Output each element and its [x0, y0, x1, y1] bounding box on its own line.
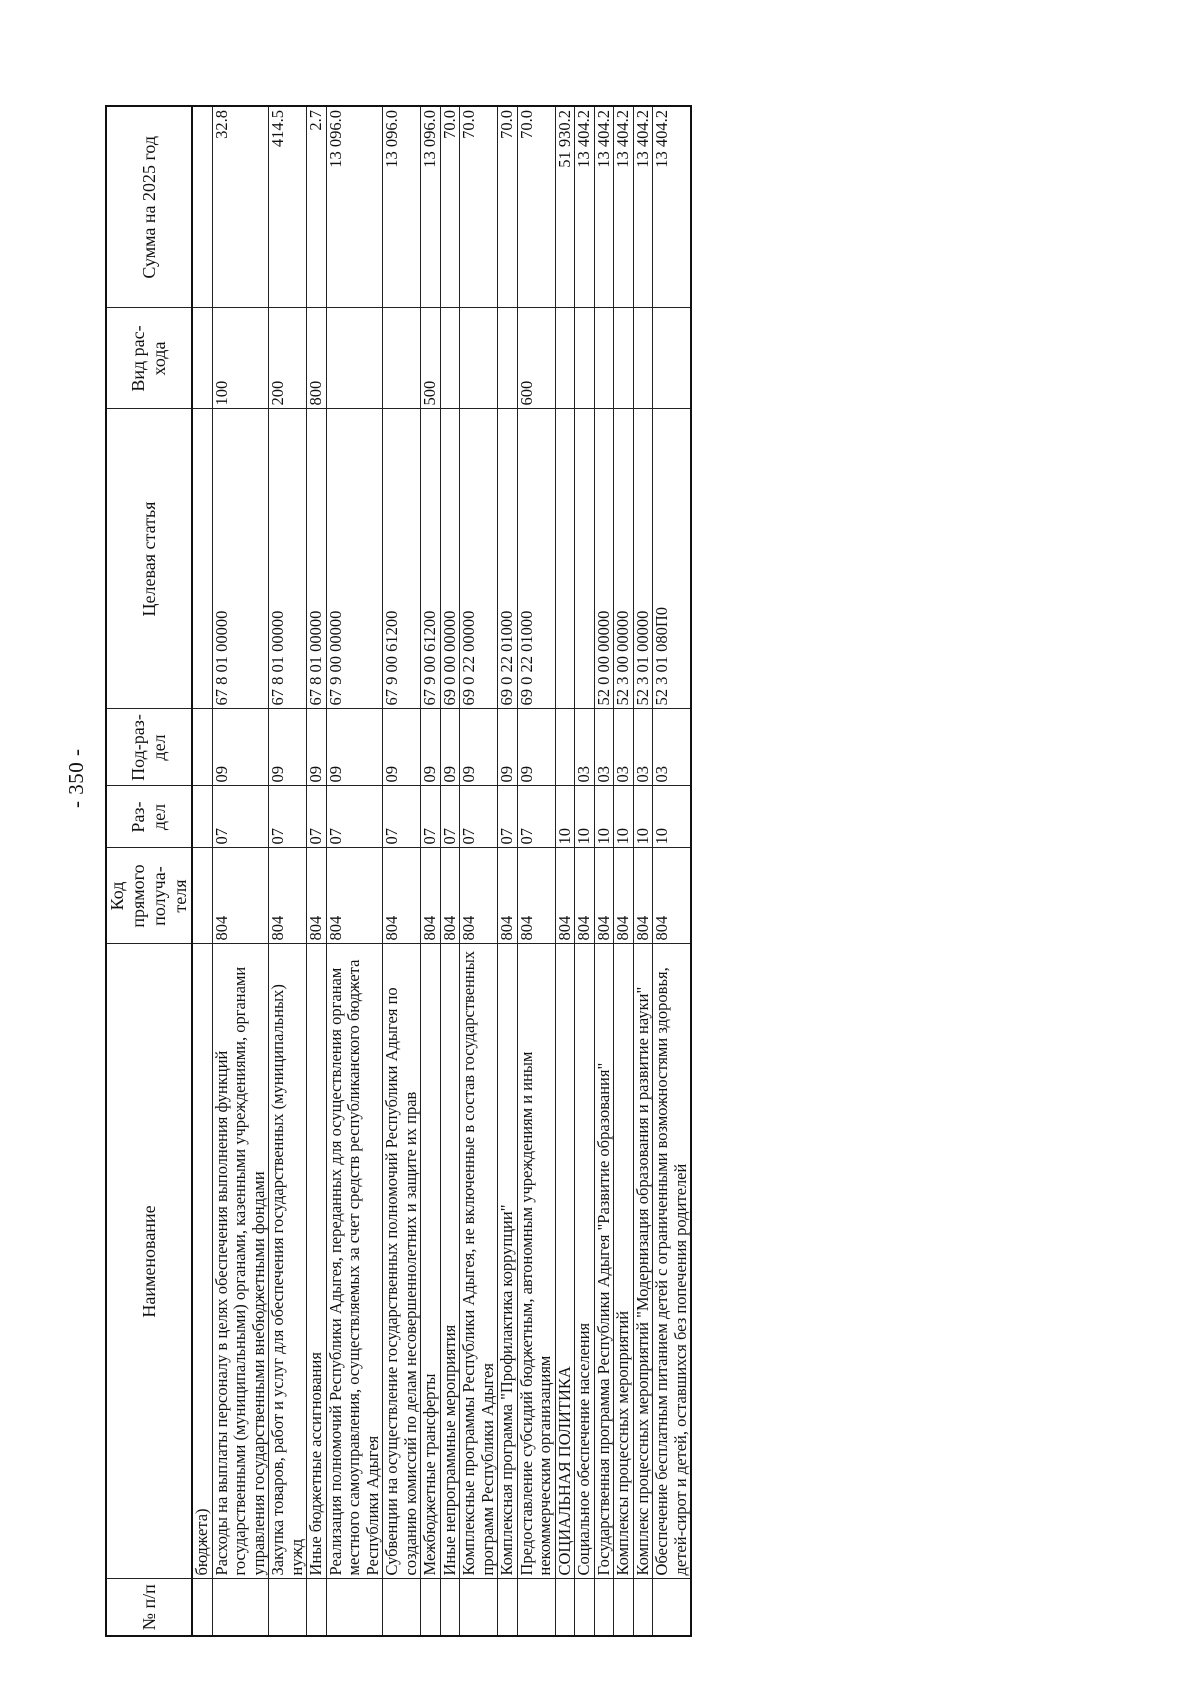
cell-podrazdel: 09	[440, 709, 460, 786]
cell-sum: 13 404.2	[575, 106, 595, 308]
cell-name: Субвенции на осуществление государственных полномочий Республики Адыгея по созданию комиссий по делам несовершеннолетних и защите их прав	[383, 944, 421, 1579]
cell-sum: 414.5	[269, 106, 307, 308]
table-row	[614, 106, 634, 1636]
header-razdel: Раз-дел	[106, 786, 192, 848]
cell-target: 67 8 01 00000	[307, 409, 327, 709]
table-row	[460, 106, 498, 1636]
cell-razdel	[192, 786, 212, 848]
cell-sum: 13 404.2	[633, 106, 653, 308]
cell-num	[192, 1579, 212, 1636]
cell-sum: 32.8	[212, 106, 269, 308]
table-row	[594, 106, 614, 1636]
cell-razdel: 10	[575, 786, 595, 848]
cell-code: 804	[326, 848, 383, 944]
cell-vid	[192, 308, 212, 409]
table-row	[440, 106, 460, 1636]
cell-sum: 70.0	[517, 106, 555, 308]
cell-num	[614, 1579, 634, 1636]
cell-num	[633, 1579, 653, 1636]
cell-code: 804	[440, 848, 460, 944]
cell-name: Межбюджетные трансферты	[421, 944, 441, 1579]
cell-vid	[383, 308, 421, 409]
cell-target: 67 9 00 00000	[326, 409, 383, 709]
cell-name: СОЦИАЛЬНАЯ ПОЛИТИКА	[555, 944, 575, 1579]
cell-vid	[594, 308, 614, 409]
cell-razdel: 07	[460, 786, 498, 848]
table-row	[383, 106, 421, 1636]
cell-target: 52 0 00 00000	[594, 409, 614, 709]
header-num: № п/п	[106, 1579, 192, 1636]
cell-num	[498, 1579, 518, 1636]
cell-code: 804	[212, 848, 269, 944]
cell-podrazdel: 09	[517, 709, 555, 786]
cell-razdel: 07	[269, 786, 307, 848]
cell-num	[269, 1579, 307, 1636]
cell-name: Предоставление субсидий бюджетным, автономным учреждениям и иным некоммерческим организациям	[517, 944, 555, 1579]
table-row	[517, 106, 555, 1636]
cell-num	[517, 1579, 555, 1636]
table-row	[307, 106, 327, 1636]
cell-podrazdel: 03	[594, 709, 614, 786]
table-row	[653, 106, 692, 1636]
cell-vid	[633, 308, 653, 409]
cell-code	[192, 848, 212, 944]
cell-name: Реализация полномочий Республики Адыгея, переданных для осуществления органам местного самоуправления, осуществляемых за счет средств республиканского бюджета Республики Адыгея	[326, 944, 383, 1579]
header-sum: Сумма на 2025 год	[106, 106, 192, 308]
cell-sum: 13 404.2	[614, 106, 634, 308]
cell-razdel: 10	[594, 786, 614, 848]
cell-code: 804	[555, 848, 575, 944]
table-body	[192, 106, 691, 1636]
cell-podrazdel: 03	[614, 709, 634, 786]
cell-razdel: 07	[421, 786, 441, 848]
cell-num	[460, 1579, 498, 1636]
cell-target: 67 9 00 61200	[383, 409, 421, 709]
cell-code: 804	[460, 848, 498, 944]
cell-sum: 2.7	[307, 106, 327, 308]
cell-num	[440, 1579, 460, 1636]
cell-target: 69 0 00 00000	[440, 409, 460, 709]
cell-name: Иные непрограммные мероприятия	[440, 944, 460, 1579]
cell-num	[307, 1579, 327, 1636]
table-row	[192, 106, 212, 1636]
table-row	[633, 106, 653, 1636]
cell-vid	[498, 308, 518, 409]
header-vid: Вид рас-хода	[106, 308, 192, 409]
cell-sum: 13 096.0	[326, 106, 383, 308]
table-row	[326, 106, 383, 1636]
cell-sum: 70.0	[440, 106, 460, 308]
cell-podrazdel: 09	[269, 709, 307, 786]
cell-code: 804	[498, 848, 518, 944]
cell-num	[575, 1579, 595, 1636]
cell-name: Обеспечение бесплатным питанием детей с ограниченными возможностями здоровья, детей-сирот и детей, оставшихся без попечения родителей	[653, 944, 692, 1579]
cell-sum	[192, 106, 212, 308]
cell-target: 52 3 01 00000	[633, 409, 653, 709]
cell-vid	[575, 308, 595, 409]
cell-name: Социальное обеспечение населения	[575, 944, 595, 1579]
table-row	[269, 106, 307, 1636]
cell-code: 804	[575, 848, 595, 944]
cell-num	[326, 1579, 383, 1636]
cell-razdel: 07	[517, 786, 555, 848]
header-name: Наименование	[106, 944, 192, 1579]
cell-num	[421, 1579, 441, 1636]
cell-podrazdel: 09	[212, 709, 269, 786]
table-header-row	[106, 106, 192, 1636]
cell-code: 804	[653, 848, 692, 944]
cell-podrazdel: 03	[575, 709, 595, 786]
cell-target	[192, 409, 212, 709]
cell-code: 804	[633, 848, 653, 944]
cell-target: 52 3 01 080П0	[653, 409, 692, 709]
cell-razdel: 07	[212, 786, 269, 848]
cell-podrazdel: 09	[498, 709, 518, 786]
cell-vid: 600	[517, 308, 555, 409]
table-row	[212, 106, 269, 1636]
cell-podrazdel: 09	[460, 709, 498, 786]
cell-target	[555, 409, 575, 709]
cell-podrazdel: 09	[421, 709, 441, 786]
cell-vid	[653, 308, 692, 409]
cell-razdel: 07	[383, 786, 421, 848]
cell-sum: 70.0	[460, 106, 498, 308]
cell-podrazdel: 03	[633, 709, 653, 786]
cell-num	[383, 1579, 421, 1636]
table-row	[498, 106, 518, 1636]
cell-code: 804	[269, 848, 307, 944]
table-row	[575, 106, 595, 1636]
cell-razdel: 07	[440, 786, 460, 848]
cell-podrazdel: 09	[326, 709, 383, 786]
cell-target: 67 8 01 00000	[212, 409, 269, 709]
cell-name: бюджета)	[192, 944, 212, 1579]
cell-name: Закупка товаров, работ и услуг для обеспечения государственных (муниципальных) нужд	[269, 944, 307, 1579]
cell-vid: 800	[307, 308, 327, 409]
cell-vid: 200	[269, 308, 307, 409]
cell-target	[575, 409, 595, 709]
rotated-table-wrapper	[105, 107, 692, 1637]
table-row	[555, 106, 575, 1636]
cell-sum: 13 096.0	[421, 106, 441, 308]
cell-razdel: 07	[326, 786, 383, 848]
cell-podrazdel: 09	[383, 709, 421, 786]
cell-target: 67 9 00 61200	[421, 409, 441, 709]
cell-vid	[326, 308, 383, 409]
cell-name: Иные бюджетные ассигнования	[307, 944, 327, 1579]
cell-code: 804	[594, 848, 614, 944]
cell-podrazdel: 09	[307, 709, 327, 786]
cell-target: 69 0 22 00000	[460, 409, 498, 709]
cell-code: 804	[307, 848, 327, 944]
cell-name: Комплексные программы Республики Адыгея, не включенные в состав государственных программ Республики Адыгея	[460, 944, 498, 1579]
cell-target: 69 0 22 01000	[517, 409, 555, 709]
cell-num	[594, 1579, 614, 1636]
cell-sum: 51 930.2	[555, 106, 575, 308]
cell-sum: 13 096.0	[383, 106, 421, 308]
cell-sum: 13 404.2	[653, 106, 692, 308]
cell-name: Расходы на выплаты персоналу в целях обеспечения выполнения функций государственными (муниципальными) органами, казенными учреждениями, органами управления государственными внебюджетными фондами	[212, 944, 269, 1579]
cell-code: 804	[614, 848, 634, 944]
cell-vid: 100	[212, 308, 269, 409]
cell-razdel: 10	[555, 786, 575, 848]
cell-sum: 70.0	[498, 106, 518, 308]
cell-razdel: 10	[653, 786, 692, 848]
cell-vid	[555, 308, 575, 409]
cell-razdel: 10	[633, 786, 653, 848]
cell-vid	[614, 308, 634, 409]
table-row	[421, 106, 441, 1636]
cell-razdel: 10	[614, 786, 634, 848]
cell-podrazdel: 03	[653, 709, 692, 786]
cell-sum: 13 404.2	[594, 106, 614, 308]
cell-target: 69 0 22 01000	[498, 409, 518, 709]
cell-name: Государственная программа Республики Адыгея "Развитие образования"	[594, 944, 614, 1579]
cell-num	[555, 1579, 575, 1636]
cell-podrazdel	[192, 709, 212, 786]
cell-num	[653, 1579, 692, 1636]
cell-razdel: 07	[307, 786, 327, 848]
page-number: - 350 -	[64, 748, 88, 808]
cell-target: 52 3 00 00000	[614, 409, 634, 709]
header-target: Целевая статья	[106, 409, 192, 709]
cell-target: 67 8 01 00000	[269, 409, 307, 709]
cell-vid: 500	[421, 308, 441, 409]
cell-vid	[440, 308, 460, 409]
header-podrazdel: Под-раз-дел	[106, 709, 192, 786]
cell-razdel: 07	[498, 786, 518, 848]
cell-name: Комплекс процессных мероприятий "Модернизация образования и развитие науки"	[633, 944, 653, 1579]
cell-code: 804	[421, 848, 441, 944]
budget-table	[105, 105, 692, 1637]
cell-code: 804	[383, 848, 421, 944]
cell-code: 804	[517, 848, 555, 944]
cell-podrazdel	[555, 709, 575, 786]
cell-num	[212, 1579, 269, 1636]
cell-name: Комплексная программа "Профилактика коррупции"	[498, 944, 518, 1579]
cell-vid	[460, 308, 498, 409]
cell-name: Комплексы процессных мероприятий	[614, 944, 634, 1579]
header-code: Код прямого получа-теля	[106, 848, 192, 944]
